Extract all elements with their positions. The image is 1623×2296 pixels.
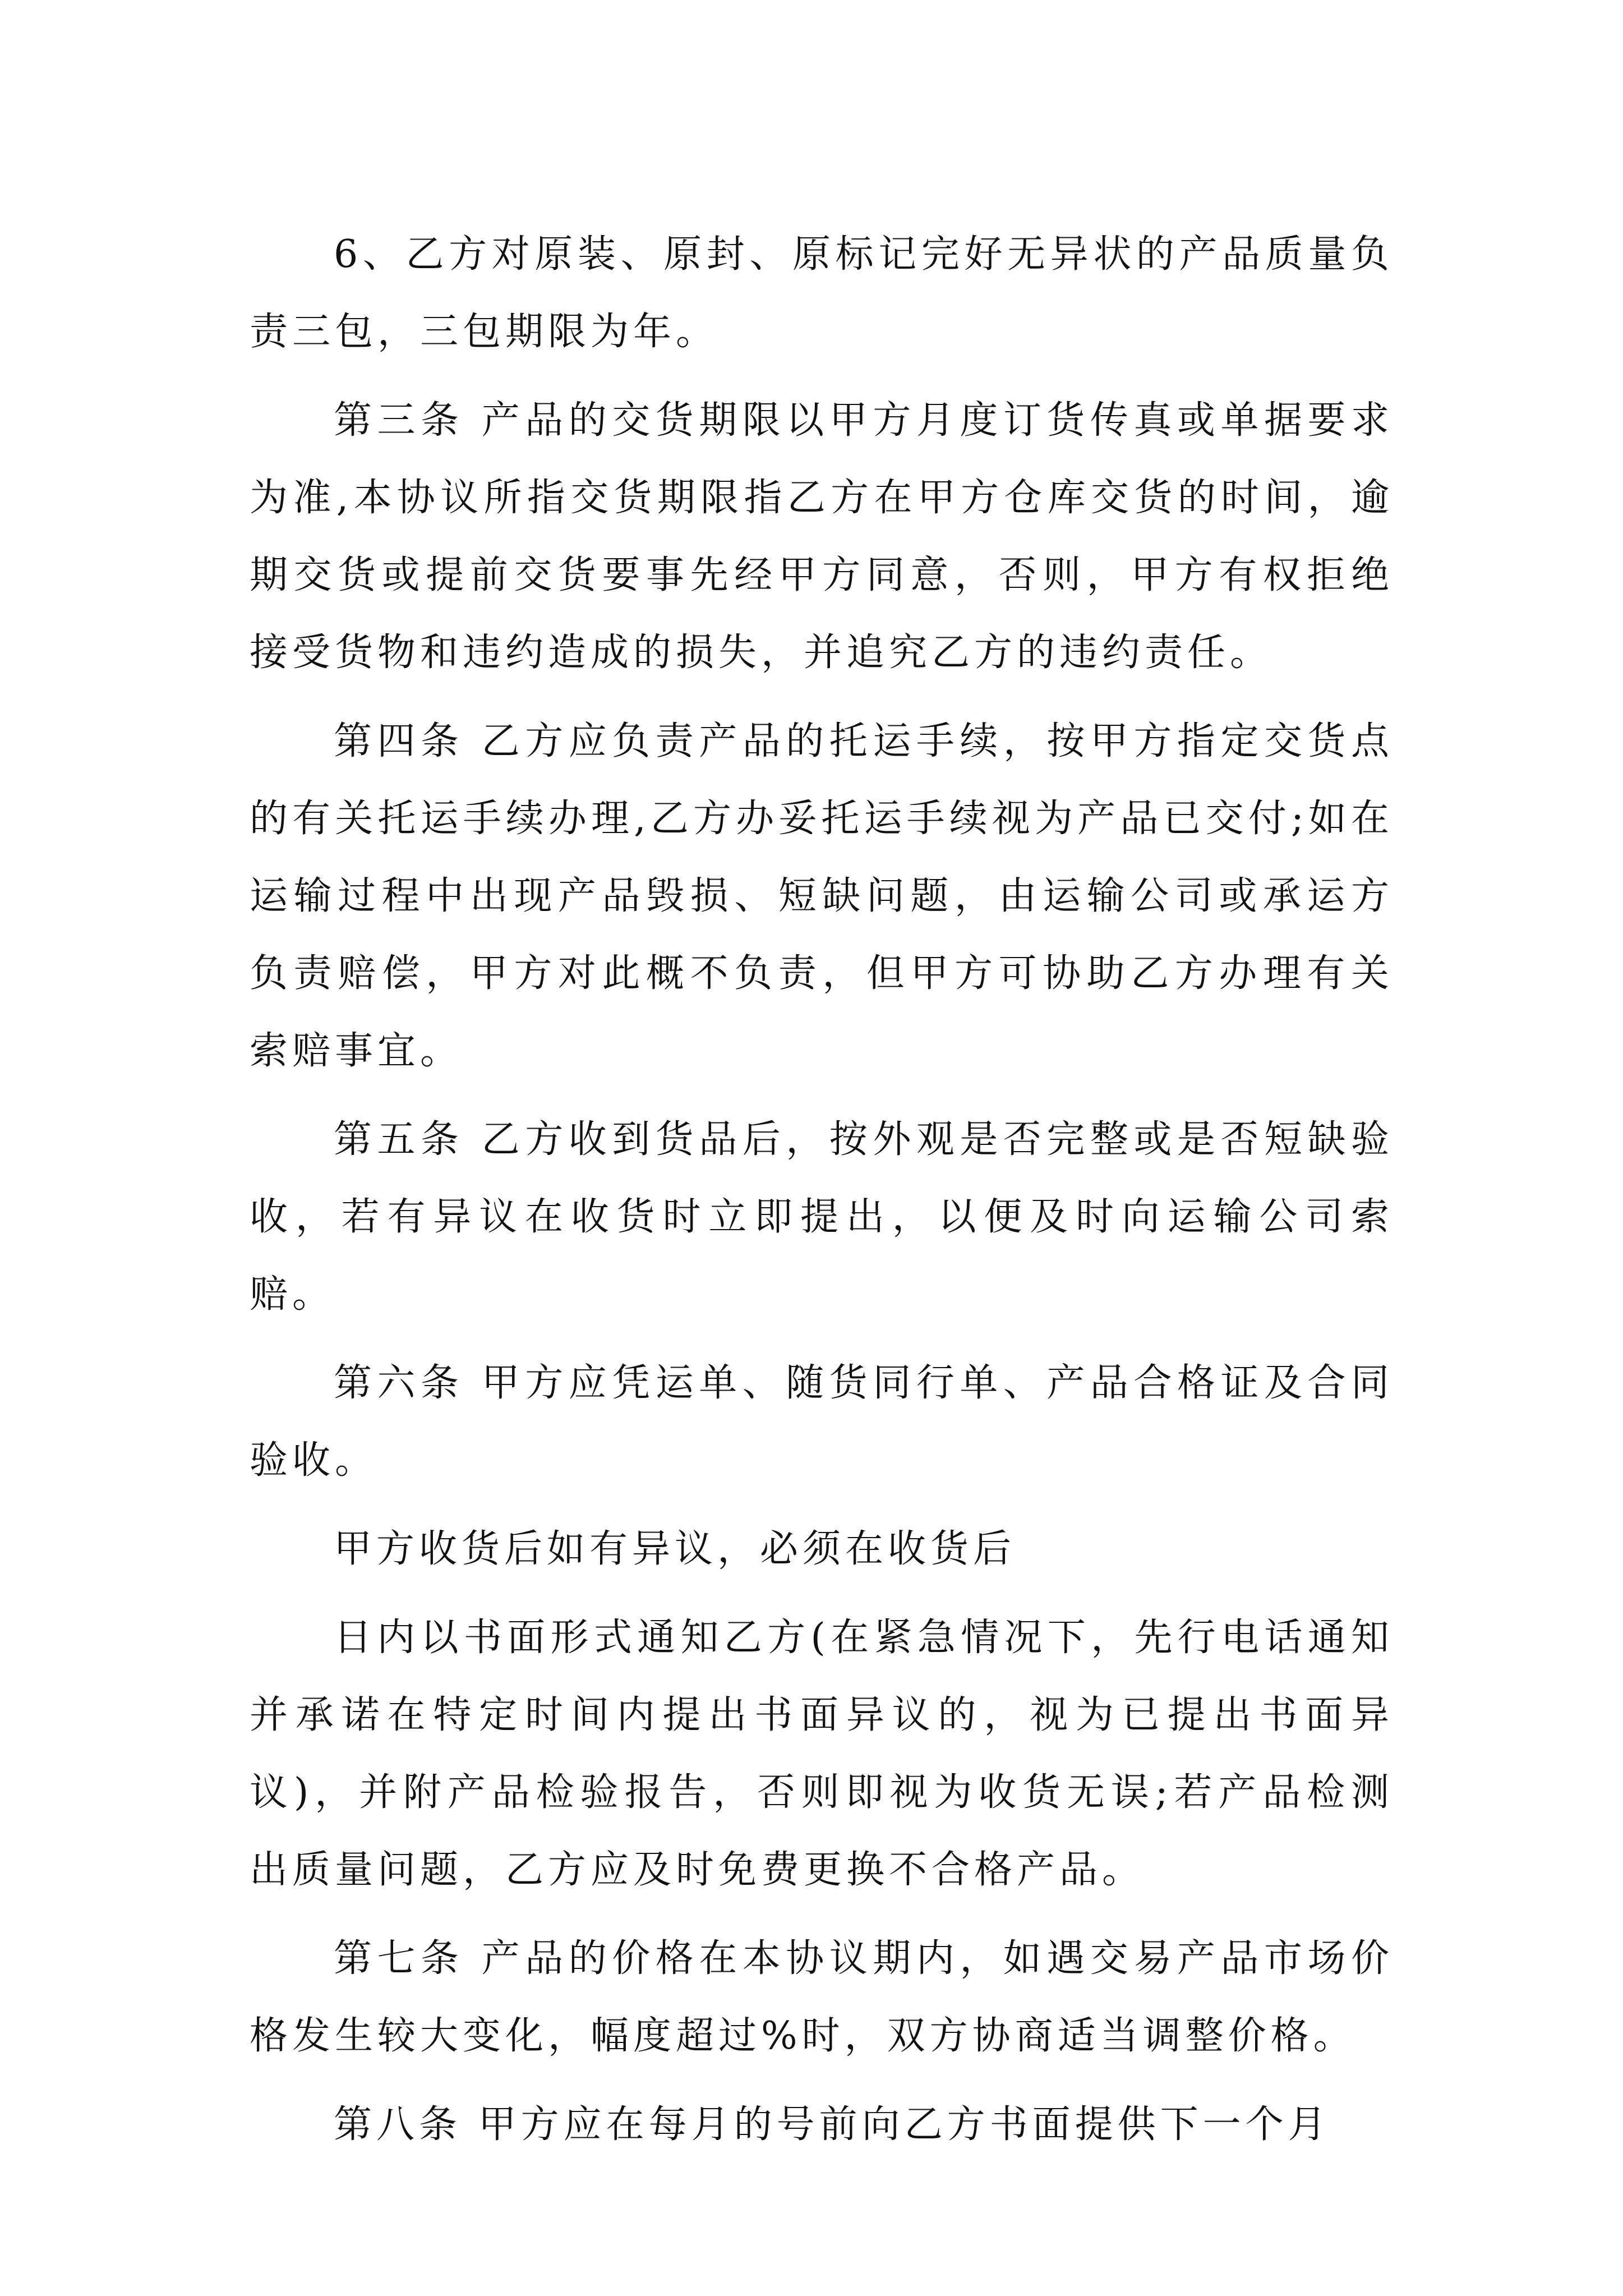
paragraph-article-5: 第五条 乙方收到货品后，按外观是否完整或是否短缺验收，若有异议在收货时立即提出，以便及时向运输公司索赔。 [250,1117,1394,1317]
paragraph-article-4: 第四条 乙方应负责产品的托运手续，按甲方指定交货点的有关托运手续办理,乙方办妥托运手续视为产品已交付;如在运输过程中出现产品毁损、短缺问题，由运输公司或承运方负责赔偿，甲方对此概不负责，但甲方可协助乙方办理有关索赔事宜。 [250,719,1394,1073]
paragraph-article-8: 第八条 甲方应在每月的号前向乙方书面提供下一个月 [334,2102,1331,2147]
paragraph-article-6: 第六条 甲方应凭运单、随货同行单、产品合格证及合同验收。 [250,1361,1394,1483]
paragraph-receipt-objection: 甲方收货后如有异议，必须在收货后 [334,1527,1016,1571]
paragraph-article-3: 第三条 产品的交货期限以甲方月度订货传真或单据要求为准,本协议所指交货期限指乙方在甲方仓库交货的时间，逾期交货或提前交货要事先经甲方同意，否则，甲方有权拒绝接受货物和违约造成的损失，并追究乙方的违约责任。 [250,398,1394,675]
paragraph-article-7: 第七条 产品的价格在本协议期内，如遇交易产品市场价格发生较大变化，幅度超过%时，双方协商适当调整价格。 [250,1936,1394,2058]
paragraph-item-6: 6、乙方对原装、原封、原标记完好无异状的产品质量负责三包，三包期限为年。 [250,232,1394,354]
paragraph-written-notice: 日内以书面形式通知乙方(在紧急情况下，先行电话通知并承诺在特定时间内提出书面异议的，视为已提出书面异议)，并附产品检验报告，否则即视为收货无误;若产品检测出质量问题，乙方应及时免费更换不合格产品。 [250,1616,1394,1892]
document-body [250,216,1394,2164]
